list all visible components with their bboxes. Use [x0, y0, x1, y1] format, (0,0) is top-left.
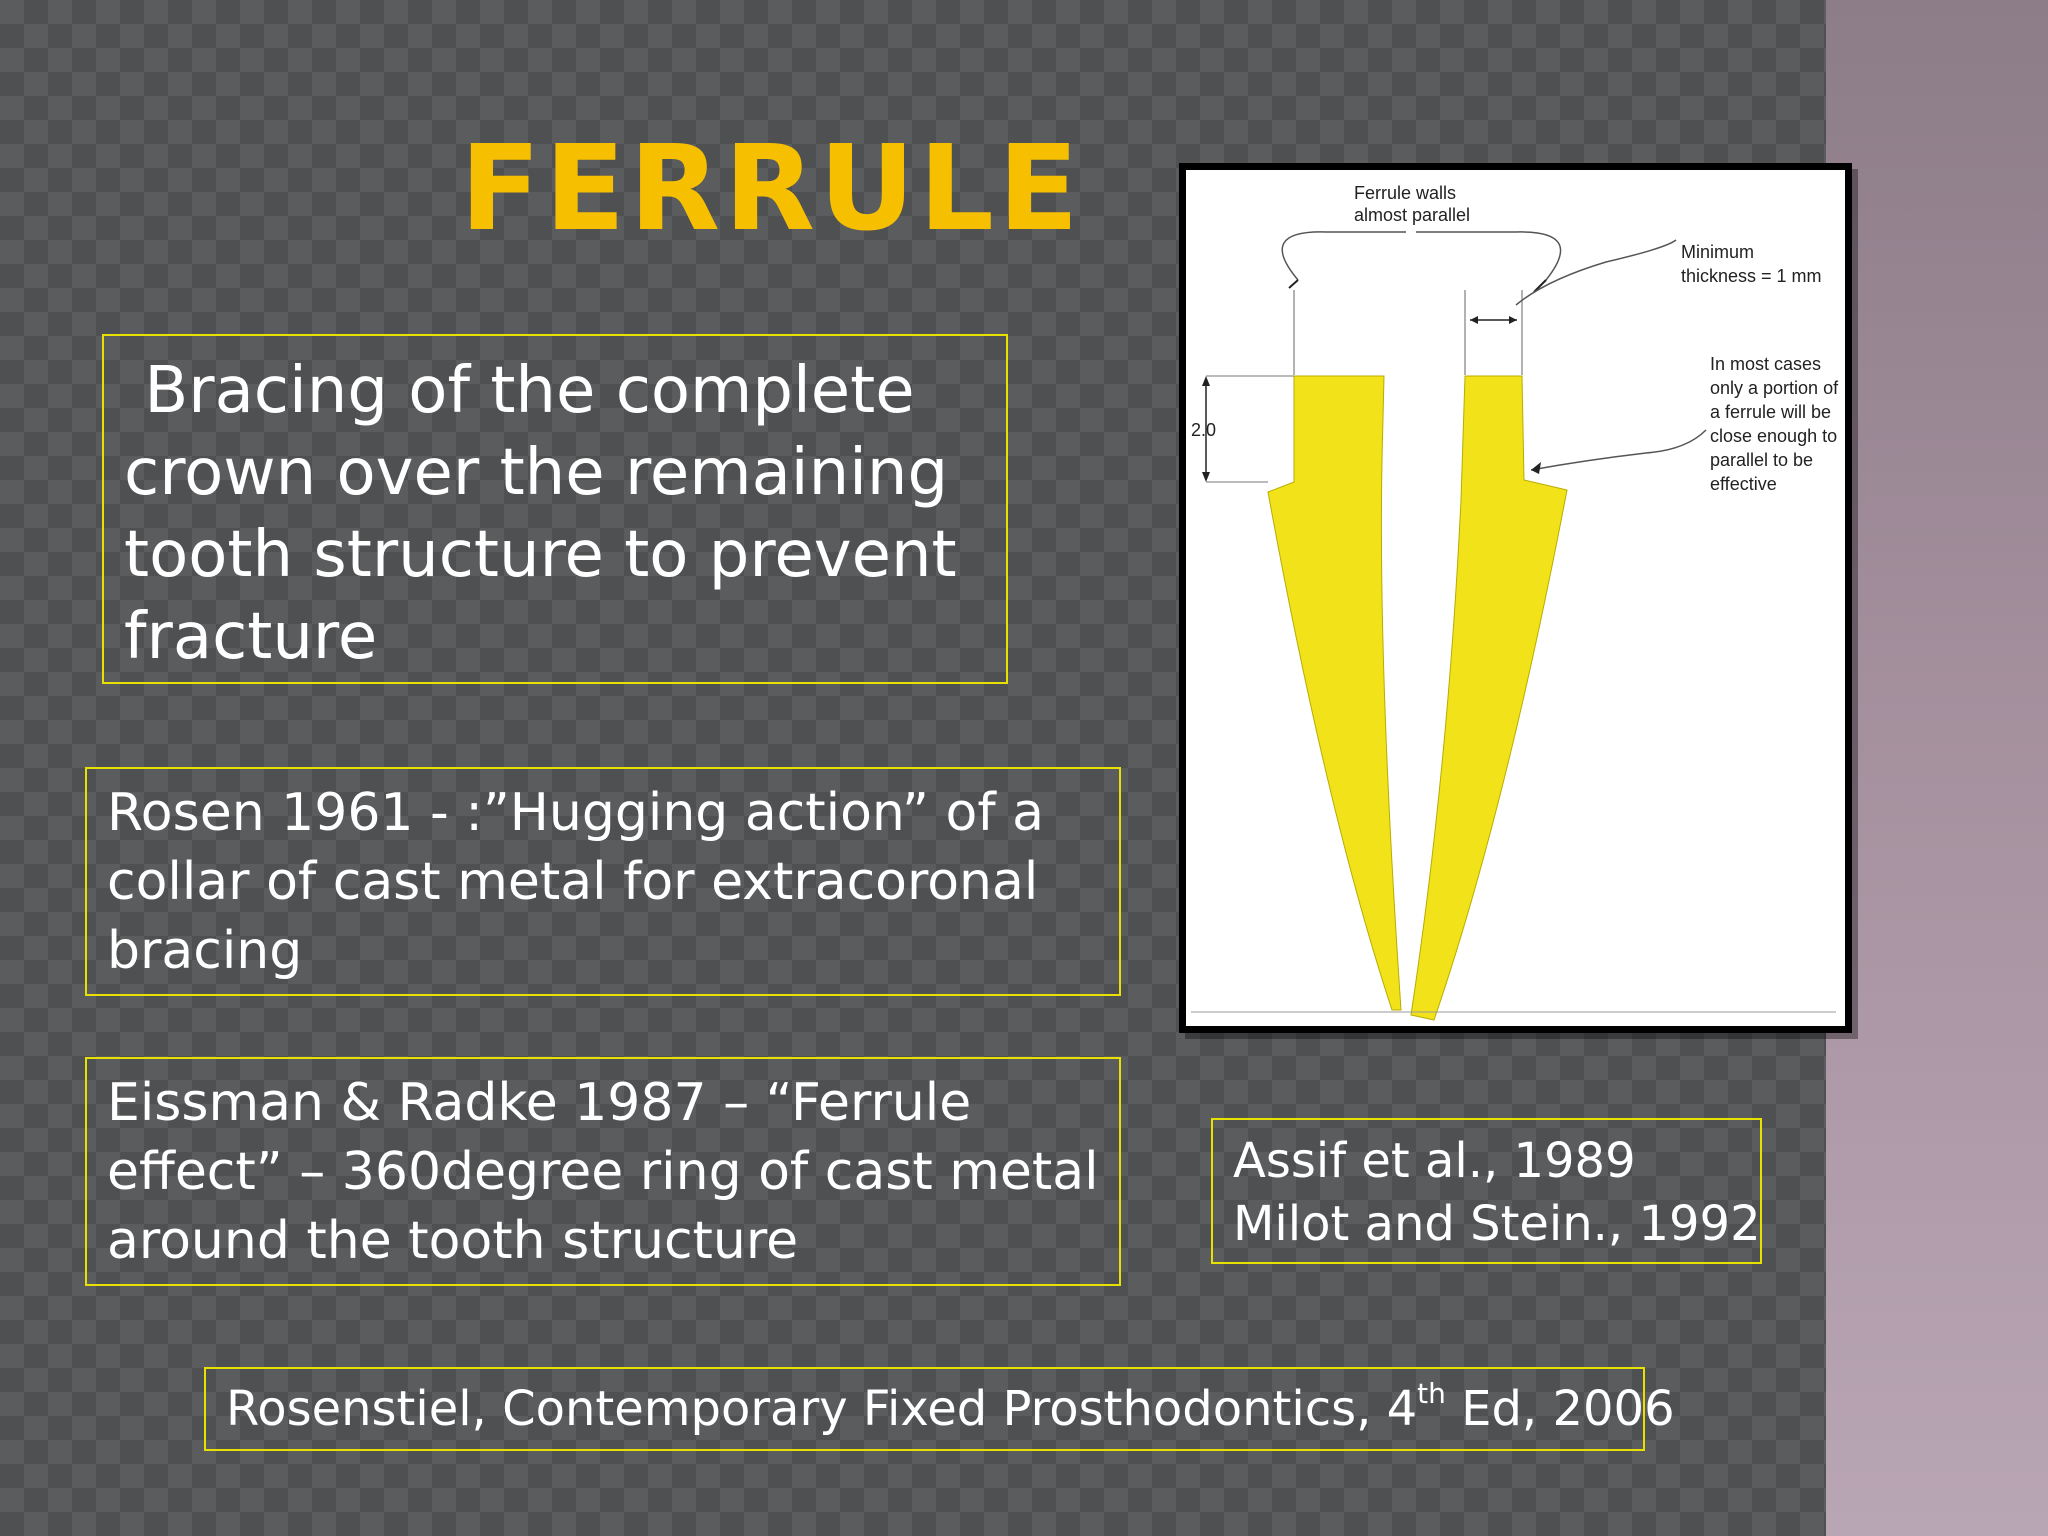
- label-height: 2.0: [1191, 420, 1217, 440]
- reference-sup: th: [1417, 1377, 1446, 1410]
- label-cases-3: a ferrule will be: [1710, 402, 1832, 422]
- assif-line: Assif et al., 1989: [1233, 1133, 1636, 1189]
- assif-line: Milot and Stein., 1992: [1233, 1196, 1761, 1252]
- definition-line: Bracing of the complete: [124, 354, 915, 428]
- cases-leader: [1531, 430, 1706, 470]
- reference-prefix: Rosenstiel, Contemporary Fixed Prosthodontics, 4: [226, 1381, 1418, 1437]
- label-cases-5: parallel to be: [1710, 450, 1814, 470]
- rosen-box: [85, 767, 1121, 996]
- label-walls-2: almost parallel: [1354, 205, 1471, 225]
- rosen-line: bracing: [107, 921, 303, 981]
- eissman-line: around the tooth structure: [107, 1211, 799, 1271]
- eissman-line: effect” – 360degree ring of cast metal: [107, 1142, 1099, 1202]
- eissman-box: [85, 1057, 1121, 1286]
- eissman-line: Eissman & Radke 1987 – “Ferrule: [107, 1073, 972, 1133]
- label-min-2: thickness = 1 mm: [1681, 266, 1822, 286]
- label-cases-4: close enough to: [1710, 426, 1838, 446]
- walls-arrow-left: [1289, 280, 1298, 288]
- walls-bracket: [1282, 232, 1560, 280]
- label-cases-6: effective: [1710, 474, 1777, 494]
- label-min-1: Minimum: [1681, 242, 1755, 262]
- label-cases-1: In most cases: [1710, 354, 1822, 374]
- label-cases-2: only a portion of: [1710, 378, 1839, 398]
- reference-box: [204, 1367, 1675, 1451]
- label-walls-1: Ferrule walls: [1354, 183, 1457, 203]
- cases-arrowhead: [1531, 462, 1541, 474]
- thickness-leader: [1516, 240, 1676, 305]
- rosen-line: collar of cast metal for extracoronal: [107, 852, 1039, 912]
- definition-box: [102, 334, 1008, 684]
- ferrule-diagram-svg: [1186, 170, 1845, 1026]
- ferrule-diagram: [1179, 163, 1852, 1033]
- assif-box: [1211, 1118, 1762, 1264]
- tooth-wall-right: [1411, 376, 1567, 1020]
- reference-suffix: Ed, 2006: [1445, 1381, 1675, 1437]
- side-accent-strip: [1826, 0, 2048, 1536]
- definition-line: fracture: [124, 600, 378, 674]
- slide-title: FERRULE: [460, 119, 1083, 257]
- rosen-line: Rosen 1961 - :”Hugging action” of a: [107, 783, 1045, 843]
- tooth-wall-left: [1268, 376, 1401, 1010]
- definition-line: tooth structure to prevent: [124, 518, 957, 592]
- definition-line: crown over the remaining: [124, 436, 949, 510]
